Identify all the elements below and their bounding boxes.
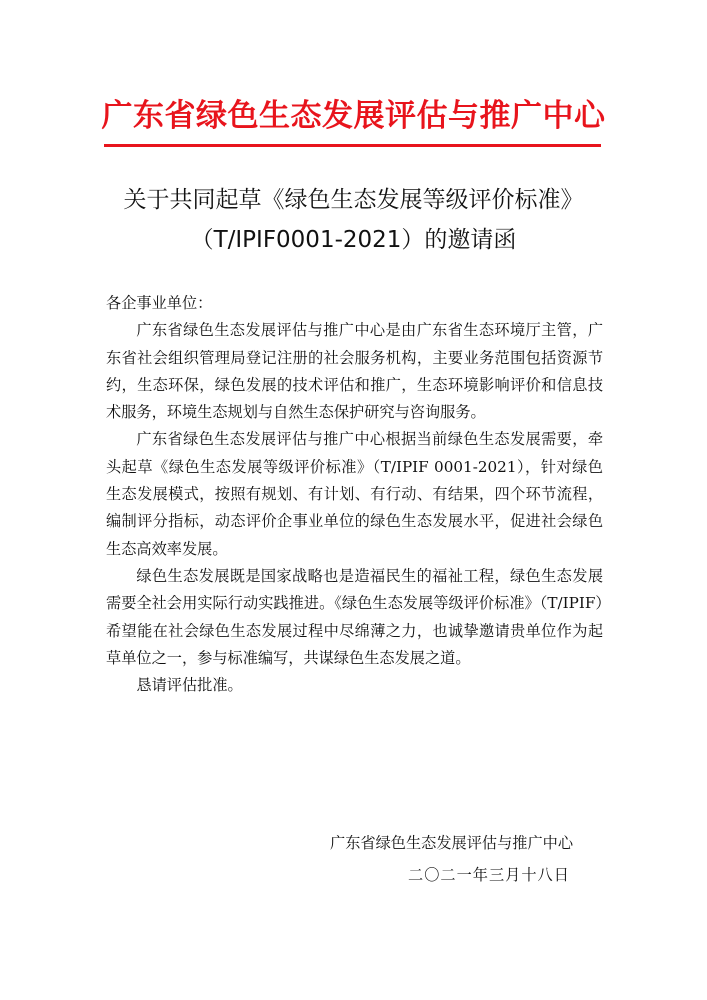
paragraph-closing: 恳请评估批准。 (136, 676, 243, 695)
organization-header: 广东省绿色生态发展评估与推广中心 (101, 98, 606, 134)
signature-date: 二〇二一年三月十八日 (408, 866, 570, 884)
paragraph-introduction: 广东省绿色生态发展评估与推广中心是由广东省生态环境厅主管，广东省社会组织管理局登记注册的社会服务机构，主要业务范围包括资源节约，生态环保，绿色发展的技术评估和推广，生态环境影响评价和信息技术服务，环境生态规划与自然生态保护研究与咨询服务。 (106, 321, 603, 422)
paragraph-standard-drafting: 广东省绿色生态发展评估与推广中心根据当前绿色生态发展需要，牵头起草《绿色生态发展等级评价标准》（T/IPIF 0001-2021），针对绿色生态发展模式，按照有规划、有计划、有行动、有结果，四个环节流程，编制评分指标，动态评价企事业单位的绿色生态发展水平，促进社会绿色生态高效率发展。 (106, 430, 603, 558)
paragraph-invitation: 绿色生态发展既是国家战略也是造福民生的福祉工程，绿色生态发展需要全社会用实际行动实践推进。《绿色生态发展等级评价标准》（T/IPIF）希望能在社会绿色生态发展过程中尽绵薄之力，也诚挚邀请贵单位作为起草单位之一，参与标准编写，共谋绿色生态发展之道。 (106, 566, 603, 667)
signature-organization: 广东省绿色生态发展评估与推广中心 (330, 834, 573, 852)
letter-body (106, 290, 603, 699)
salutation: 各企事业单位： (106, 294, 213, 312)
document-title (0, 180, 707, 260)
title-line-1: 关于共同起草《绿色生态发展等级评价标准》 (123, 187, 584, 213)
header-rule (104, 144, 601, 147)
title-line-2: （T/IPIF0001-2021）的邀请函 (190, 227, 517, 253)
